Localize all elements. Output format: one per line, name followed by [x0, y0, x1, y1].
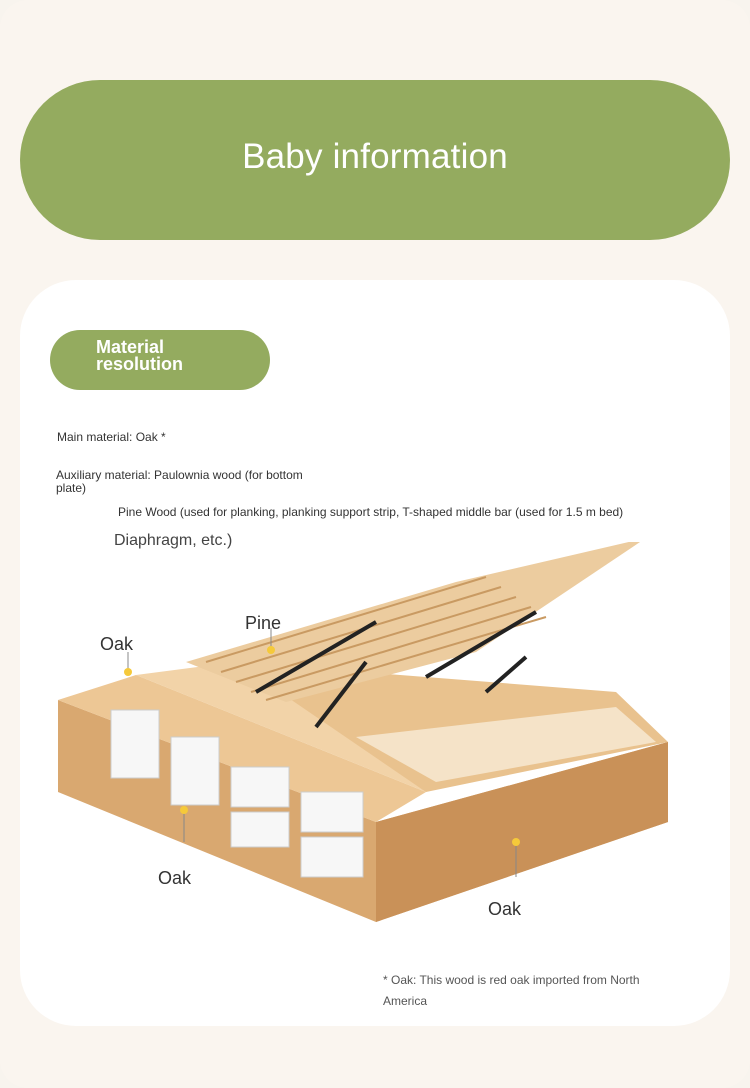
auxiliary-material-text: Auxiliary material: Paulownia wood (for bottom plate)	[56, 468, 303, 495]
header-banner	[20, 80, 730, 240]
callout-oak-front: Oak	[158, 868, 192, 888]
callout-dot-oak-front	[180, 806, 188, 814]
page-title: Baby information	[242, 137, 508, 176]
callout-pine: Pine	[245, 613, 282, 633]
callout-oak-side: Oak	[488, 899, 522, 919]
callout-dot-oak-side	[512, 838, 520, 846]
section-title	[96, 339, 236, 373]
oak-footnote: * Oak: This wood is red oak imported from North America	[383, 973, 640, 1008]
callout-oak-top: Oak	[100, 634, 134, 654]
diaphragm-text: Diaphragm, etc.)	[114, 532, 233, 549]
callout-dot-pine	[267, 646, 275, 654]
main-material-text: Main material: Oak *	[57, 430, 166, 444]
section-title-text: Material resolution	[96, 337, 184, 374]
pine-material-text: Pine Wood (used for planking, planking support strip, T-shaped middle bar (used for 1.5 m bed)	[118, 505, 624, 519]
material-card	[20, 280, 730, 1026]
storage-bed-illustration	[56, 542, 696, 942]
callout-dot-oak-top	[124, 668, 132, 676]
section-pill	[50, 330, 270, 390]
